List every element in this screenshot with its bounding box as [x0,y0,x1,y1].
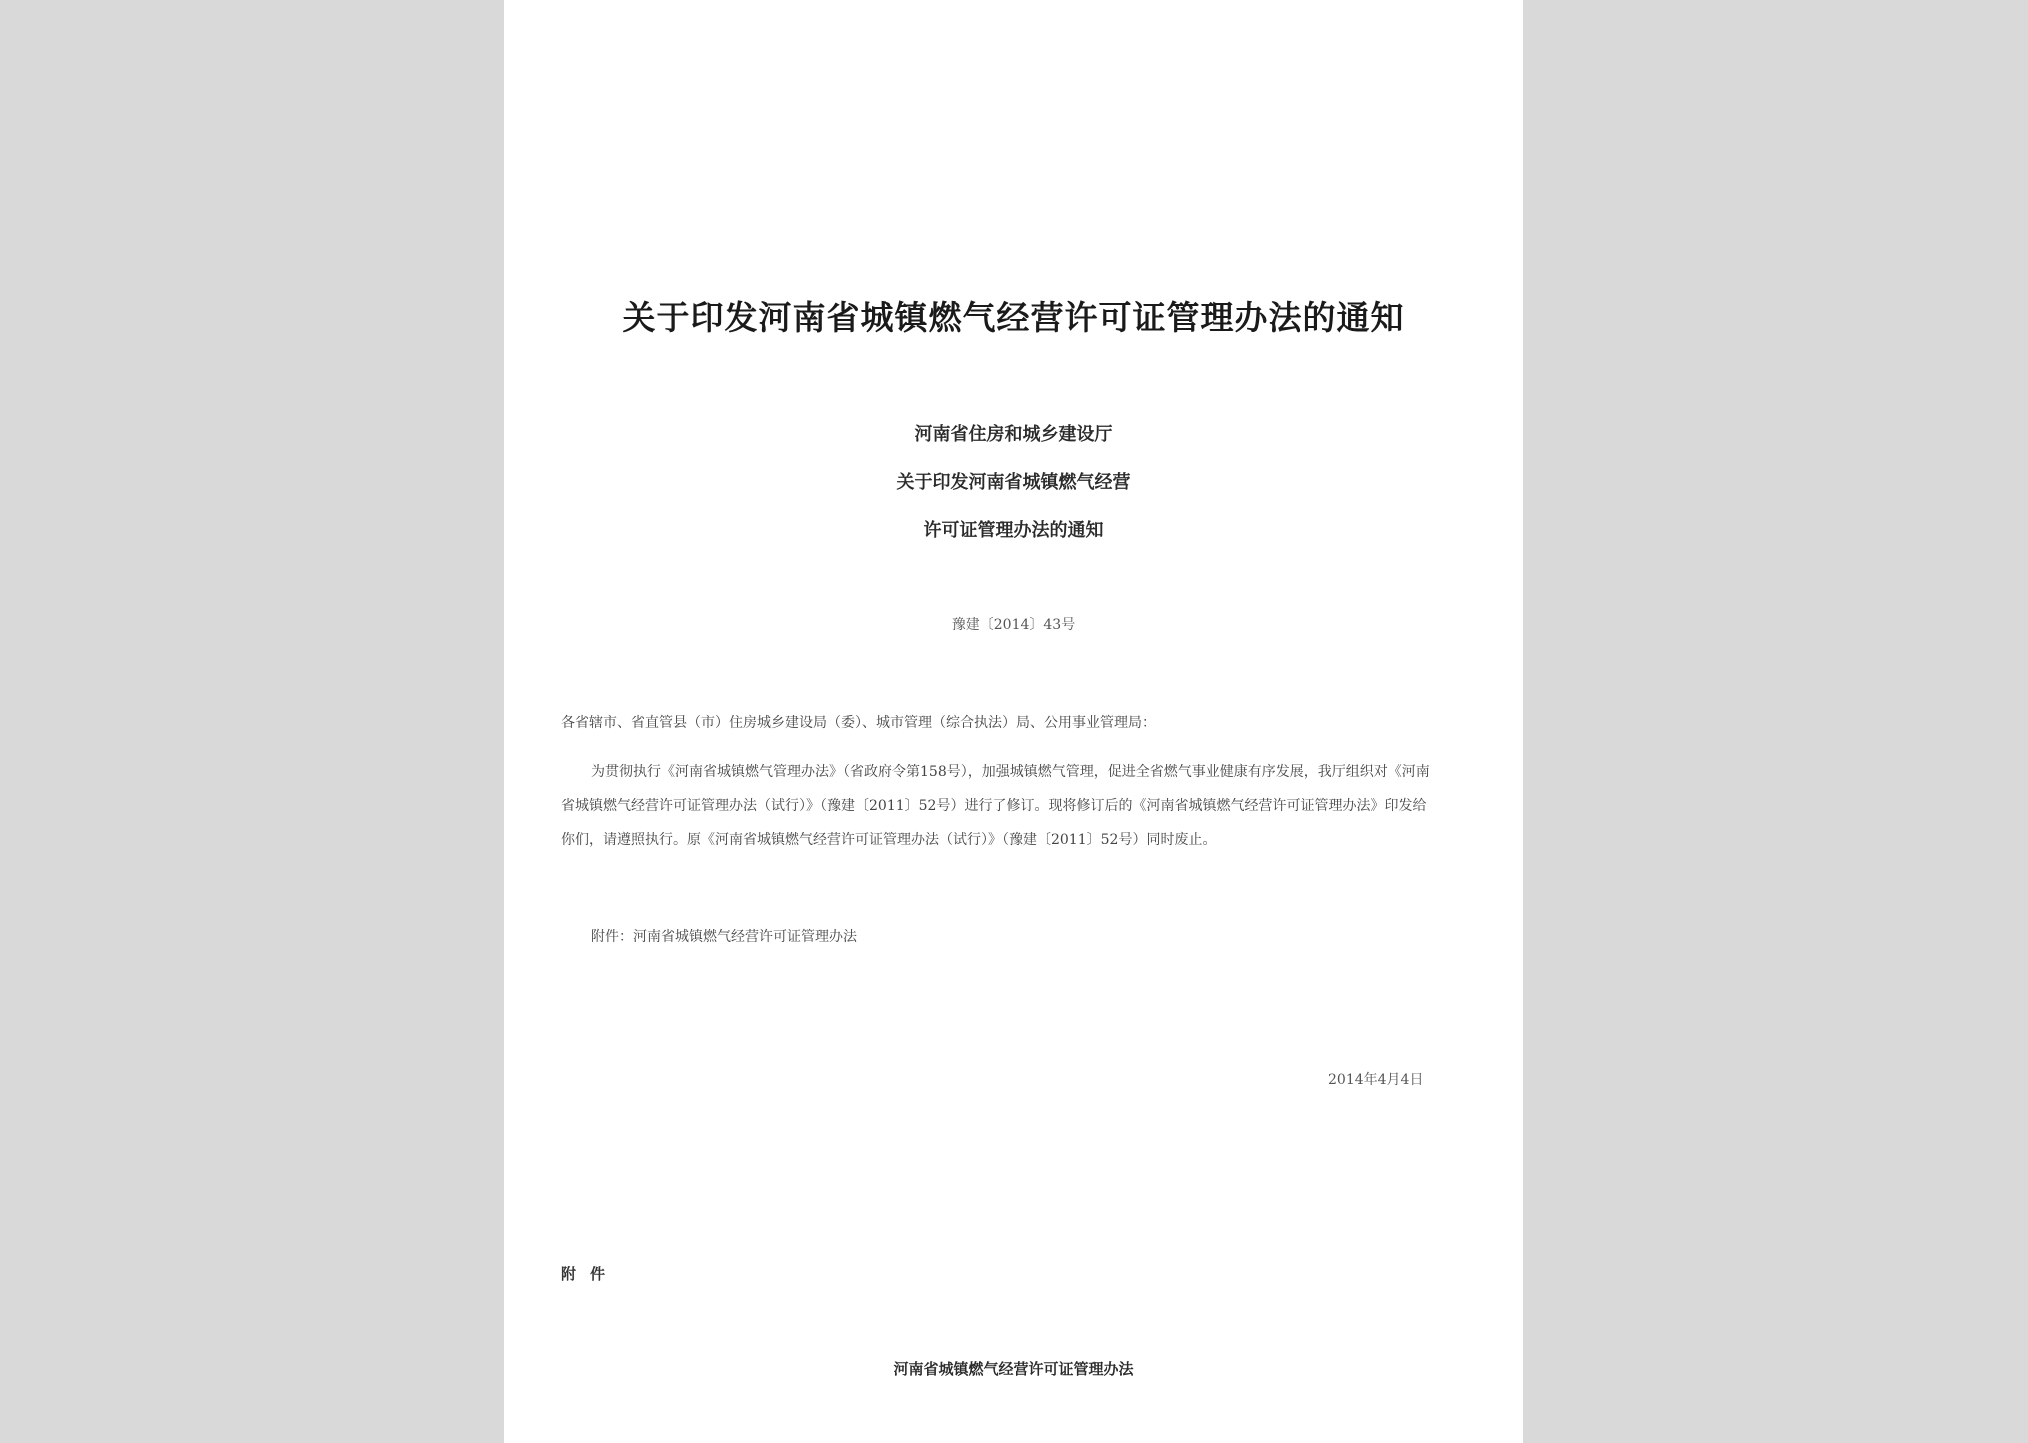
addressee: 各省辖市、省直管县（市）住房城乡建设局（委）、城市管理（综合执法）局、公用事业管理局： [561,715,1156,731]
subtitle-line-2: 许可证管理办法的通知 [923,520,1104,541]
annex-heading: 附件 [561,1265,620,1283]
attachment-note: 附件：河南省城镇燃气经营许可证管理办法 [591,929,857,945]
issuer-name: 河南省住房和城乡建设厅 [914,424,1113,445]
document-title: 关于印发河南省城镇燃气经营许可证管理办法的通知 [622,298,1405,337]
document-page [504,0,1523,1443]
annex-title: 河南省城镇燃气经营许可证管理办法 [893,1360,1134,1378]
body-line-2: 省城镇燃气经营许可证管理办法（试行）》（豫建〔2011〕52号）进行了修订。现将修订后的《河南省城镇燃气经营许可证管理办法》印发给 [561,798,1427,814]
body-line-1: 为贯彻执行《河南省城镇燃气管理办法》（省政府令第158号），加强城镇燃气管理，促进全省燃气事业健康有序发展，我厅组织对《河南 [591,764,1430,780]
issue-date: 2014年4月4日 [1328,1072,1424,1088]
document-number: 豫建〔2014〕43号 [951,617,1076,633]
subtitle-line-1: 关于印发河南省城镇燃气经营 [896,472,1131,493]
body-line-3: 你们，请遵照执行。原《河南省城镇燃气经营许可证管理办法（试行）》（豫建〔2011〕52号）同时废止。 [561,832,1217,848]
